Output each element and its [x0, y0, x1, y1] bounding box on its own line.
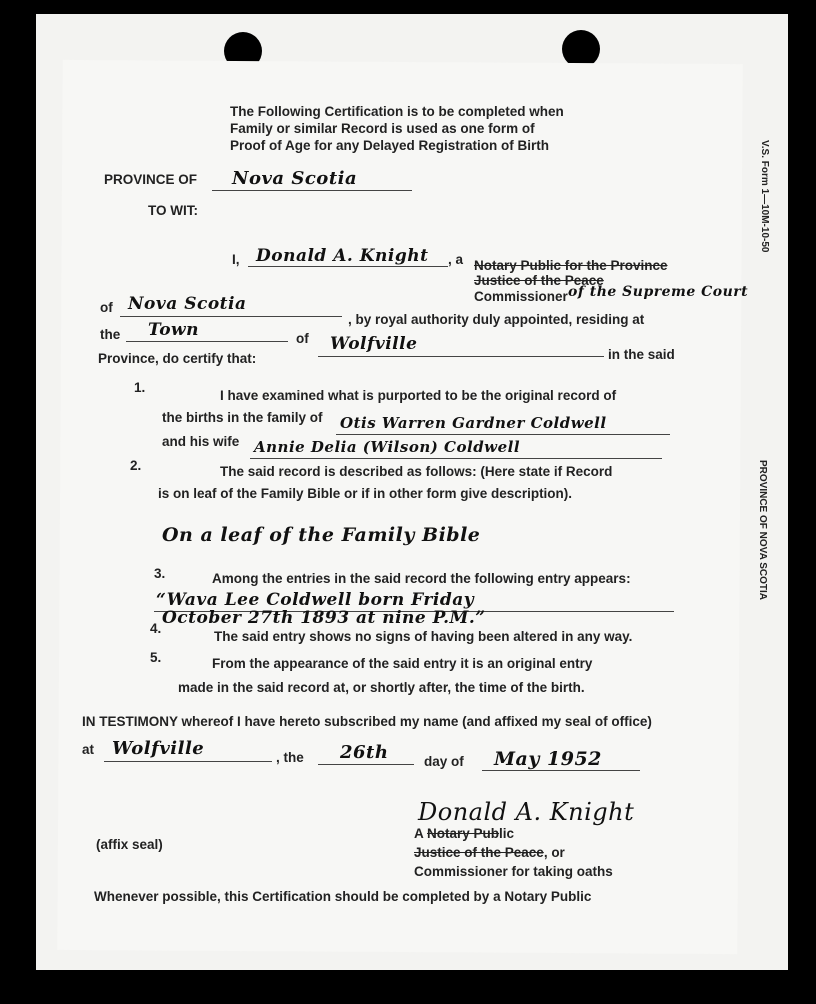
lic-suffix: lic [499, 826, 515, 841]
father-line [336, 434, 670, 435]
name-line [248, 266, 448, 267]
in-said-label: in the said [608, 347, 675, 362]
item-number-1: 1. [134, 380, 146, 395]
of-label: of [100, 300, 113, 315]
testimony-rest: whereof I have hereto subscribed my name (and affixed my seal of office) [181, 714, 652, 729]
margin-province: PROVINCE OF NOVA SCOTIA [757, 460, 768, 601]
item-1-line-b: the births in the family of [162, 410, 323, 425]
testimony-bold: IN TESTIMONY [82, 714, 178, 729]
item-5-line-b: made in the said record at, or shortly after, the time of the birth. [178, 680, 585, 695]
record-description: On a leaf of the Family Bible [162, 524, 481, 546]
the-line [126, 341, 288, 342]
province-certify: Province, do certify that: [98, 351, 257, 366]
header-line-2: Family or similar Record is used as one form of [230, 121, 535, 136]
residence-line [318, 356, 604, 357]
father-name: Otis Warren Gardner Coldwell [340, 414, 607, 432]
justice-peace-struck: Justice of the Peace [414, 845, 544, 860]
item-2-line-b: is on leaf of the Family Bible or if in other form give description). [158, 486, 573, 501]
sig-title-line-1 [414, 826, 514, 841]
residence-value: Wolfville [330, 334, 418, 354]
certification-sheet [57, 60, 742, 954]
month-line [482, 770, 640, 771]
of-value: Nova Scotia [128, 294, 247, 314]
item-2-line-a: The said record is described as follows: (Here state if Record [220, 464, 613, 479]
form-number: V.S. Form 1—10M-10-50 [759, 140, 770, 253]
item-3-line-a: Among the entries in the said record the following entry appears: [212, 571, 631, 586]
item-1-line-a: I have examined what is purported to be the original record of [220, 388, 617, 403]
of2-label: of [296, 331, 309, 346]
declarant-name: Donald A. Knight [256, 246, 429, 266]
testimony-text [82, 714, 652, 729]
day-of-label: day of [424, 754, 464, 769]
comma-a: , a [448, 252, 464, 267]
the-date-label: , the [276, 750, 304, 765]
item-number-4: 4. [150, 621, 162, 636]
item-number-5: 5. [150, 650, 162, 665]
justice-struck: Justice of the Peace [474, 273, 604, 288]
day-line [318, 764, 414, 765]
the-value: Town [148, 320, 200, 340]
item-5-line-a: From the appearance of the said entry it is an original entry [212, 656, 593, 671]
header-line-1: The Following Certification is to be completed when [230, 104, 564, 119]
to-wit: TO WIT: [148, 203, 198, 218]
i-label: I, [232, 252, 240, 267]
signature: Donald A. Knight [418, 798, 635, 826]
header-line-3: Proof of Age for any Delayed Registration of Birth [230, 138, 550, 153]
of-line [120, 316, 342, 317]
testimony-day: 26th [340, 742, 389, 763]
notary-pub-struck: Notary Pub [427, 826, 500, 841]
item-1-line-c: and his wife [162, 434, 240, 449]
commissioner-oaths: Commissioner for taking oaths [414, 864, 613, 879]
at-label: at [82, 742, 95, 757]
entry-line-2: October 27th 1893 at nine P.M.” [162, 608, 486, 628]
notary-struck: Notary Public for the Province [474, 258, 668, 273]
province-value: Nova Scotia [232, 168, 358, 189]
affix-seal: (affix seal) [96, 837, 163, 852]
province-line [212, 190, 412, 191]
commissioner-suffix: of the Supreme Court [568, 284, 749, 300]
footer-note: Whenever possible, this Certification should be completed by a Notary Public [94, 889, 592, 904]
royal-authority-text: , by royal authority duly appointed, residing at [348, 312, 645, 327]
mother-line [250, 458, 662, 459]
testimony-month-year: May 1952 [494, 748, 602, 770]
mother-name: Annie Delia (Wilson) Coldwell [254, 438, 521, 456]
item-number-3: 3. [154, 566, 166, 581]
place-line [104, 761, 272, 762]
item-number-2: 2. [130, 458, 142, 473]
item-4-text: The said entry shows no signs of having been altered in any way. [214, 629, 633, 644]
or-label: , or [543, 845, 565, 860]
testimony-place: Wolfville [112, 738, 205, 759]
sig-title-line-2 [414, 845, 565, 860]
the-label: the [100, 327, 121, 342]
a-label: A [414, 826, 424, 841]
commissioner-label: Commissioner [474, 289, 568, 304]
entry-line-1: “Wava Lee Coldwell born Friday [156, 590, 475, 610]
province-label: PROVINCE OF [104, 172, 198, 187]
